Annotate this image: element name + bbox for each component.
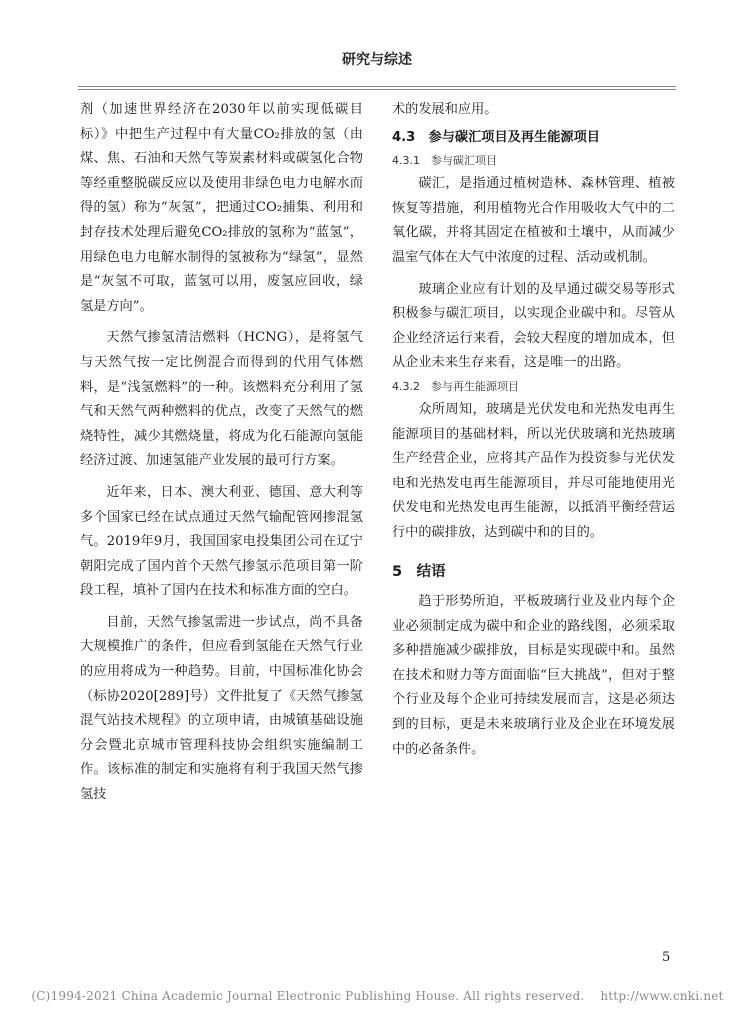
page-number: 5 [662, 950, 671, 965]
heading-4-3-2: 4.3.2 参与再生能源项目 [392, 379, 519, 393]
paragraph-hydrogen-colors: 剂（加速世界经济在2030年以前实现低碳目标）》中把生产过程中有大量CO₂排放的氢（由煤、焦、石油和天然气等炭素材料或碳氢化合物等经重整脱碳反应以及使用非绿色电力电解水而得的氢）称为“灰氢”，把通过CO₂捕集、利用和封存技术处理后避免CO₂排放的氢称为“蓝氢”，用绿色电力电解水制得的氢被称为“绿氢”，显然是“灰氢不可取，蓝氢可以用，废氢应回收，绿氢是方向”。 [80, 102, 363, 314]
copyright-footer [0, 989, 755, 1003]
paragraph-pilot-projects: 近年来，日本、澳大利亚、德国、意大利等多个国家已经在试点通过天然气输配管网掺混氢气。2019年9月，我国国家电投集团公司在辽宁朝阳完成了国内首个天然气掺氢示范项目第一阶段工程，填补了国内在技术和标准方面的空白。 [80, 484, 363, 599]
heading-4-3-1: 4.3.1 参与碳汇项目 [392, 154, 497, 168]
footer-url: http://www.cnki.net [600, 989, 724, 1003]
heading-5-conclusion: 5 结语 [392, 563, 446, 580]
copyright-text: (C)1994-2021 China Academic Journal Electronic Publishing House. All rights reserved. [31, 989, 585, 1003]
running-header [78, 40, 676, 87]
paragraph-glass-enterprise: 玻璃企业应有计划的及早通过碳交易等形式积极参与碳汇项目，以实现企业碳中和。尽管从企业经济运行来看，会较大程度的增加成本，但从企业未来生存来看，这是唯一的出路。 [392, 281, 675, 371]
section-title: 研究与综述 [342, 52, 412, 68]
paragraph-hcng: 天然气掺氢清洁燃料（HCNG），是将氢气与天然气按一定比例混合而得到的代用气体燃料，是“浅氢燃料”的一种。该燃料充分利用了氢气和天然气两种燃料的优点，改变了天然气的燃烧特性，减少其燃烧量，将成为化石能源向氢能经济过渡、加速氢能产业发展的最可行方案。 [80, 330, 363, 469]
paragraph-conclusion: 趋于形势所迫，平板玻璃行业及业内每个企业必须制定成为碳中和企业的路线图，必须采取多种措施减少碳排放，目标是实现碳中和。虽然在技术和财力等方面面临“巨大挑战”，但对于整个行业及每个企业可持续发展而言，这是必须达到的目标，更是未来玻璃行业及企业在环境发展中的必备条件。 [392, 594, 675, 757]
left-column [80, 98, 363, 808]
paragraph-standard: 目前，天然气掺氢需进一步试点，尚不具备大规模推广的条件，但应看到氢能在天然气行业的应用将成为一种趋势。目前，中国标准化协会（标协2020[289]号）文件批复了《天然气掺氢混气站技术规程》的立项申请，由城镇基础设施分会暨北京城市管理科技协会组织实施编制工作。该标准的制定和实施将有利于我国天然气掺氢技 [80, 614, 363, 803]
right-column [392, 98, 675, 762]
heading-4-3: 4.3 参与碳汇项目及再生能源项目 [392, 129, 600, 145]
paragraph-continuation: 术的发展和应用。 [392, 102, 498, 117]
paragraph-carbon-sink: 碳汇，是指通过植树造林、森林管理、植被恢复等措施，利用植物光合作用吸收大气中的二氧化碳，并将其固定在植被和土壤中，从而减少温室气体在大气中浓度的过程、活动或机制。 [392, 176, 675, 265]
paragraph-renewable: 众所周知，玻璃是光伏发电和光热发电再生能源项目的基础材料，所以光伏玻璃和光热玻璃生产经营企业，应将其产品作为投资参与光伏发电和光热发电再生能源项目，并尽可能地使用光伏发电和光热发电再生能源，以抵消平衡经营运行中的碳排放，达到碳中和的目的。 [392, 401, 675, 540]
